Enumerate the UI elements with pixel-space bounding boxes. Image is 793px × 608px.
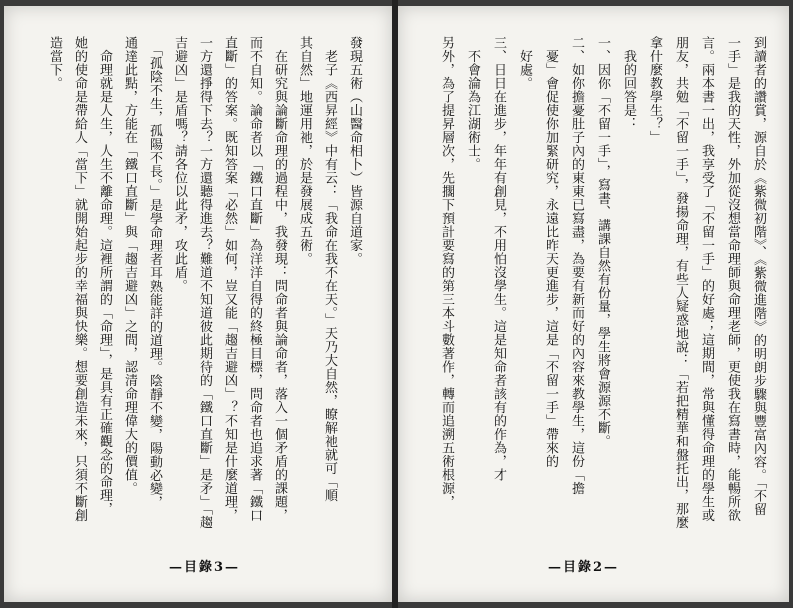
- text-column: 她的使命是帶給人「當下」就開始起步的幸福與快樂。想要創造未來，只須不斷創: [72, 36, 87, 522]
- text-column: 造當下。: [47, 36, 62, 90]
- text-column: 發現五術（山醫命相卜）皆源自道家。: [347, 36, 362, 266]
- text-column: 好處。: [517, 36, 532, 90]
- text-column: 「孤陰不生，孤陽不長。」是學命理者耳熟能詳的道理。陰靜不變，陽動必變，: [147, 36, 162, 509]
- text-column: 老子《西昇經》中有云：「我命在我不在天。」天乃大自然，瞭解祂就可「順: [322, 36, 337, 502]
- text-column: 到讀者的讚賞，源自於《紫微初階》、《紫微進階》的明朗步驟與豐富內容。「不留: [751, 36, 766, 516]
- left-page-footer: —目錄3—: [169, 560, 241, 575]
- text-column: 而不自知。論命者以「鐵口直斷」為洋洋自得的終極目標，問命者也追求著「鐵口: [247, 36, 262, 522]
- text-column: 其自然」地運用祂，於是發展成五術。: [297, 36, 312, 266]
- text-column: 在研究與論斷命理的過程中，我發現：問命者與論命者，落入一個矛盾的課題，: [272, 36, 287, 522]
- text-column: 朋友，共勉「不留一手」，發揚命理，有些人疑惑地說：「若把精華和盤托出，那麼: [673, 36, 688, 529]
- text-column: 另外，為了提昇層次，先擱下預計要寫的第三本斗數著作，轉而追溯五術根源，: [439, 36, 454, 509]
- text-column: 一、因你「不留一手」，寫書、講課自然有份量，學生將會源源不斷。: [595, 36, 610, 448]
- left-page: [4, 6, 392, 602]
- text-column: 不會淪為江湖術士。: [465, 36, 480, 171]
- text-column: 吉避凶」是盾嗎？請各位以此矛，攻此盾。: [172, 36, 187, 293]
- text-column: 三、日日在進步，年年有創見，不用怕沒學生。這是知命者該有的作為，才: [491, 36, 506, 482]
- text-column: 一方還掙得下去？一方還聽得進去？難道不知道彼此期待的「鐵口直斷」是矛」「趨: [197, 36, 212, 529]
- text-column: 命理就是人生，人生不離命理。這裡所謂的「命理」，是具有正確觀念的命理，: [97, 36, 112, 516]
- right-page: [398, 6, 789, 602]
- text-column: 直斷」的答案。既知答案「必然」如何，豈又能「趨吉避凶」？不知是什麼道理，: [222, 36, 237, 522]
- text-column: 通達此點，方能在「鐵口直斷」與「趨吉避凶」之間，認清命理偉大的價值。: [122, 36, 137, 495]
- text-column: 一手」是我的天性，外加從沒想當命理師與命理老師，更使我在寫書時，能暢所欲: [725, 36, 740, 522]
- right-page-footer: —目錄2—: [548, 560, 620, 575]
- text-column: 憂」會促使你加緊研究，永遠比昨天更進步，這是「不留一手」帶來的: [543, 36, 558, 468]
- text-column: 我的回答是：: [621, 36, 636, 131]
- text-column: 二、如你擔憂肚子內的東東已寫盡，為要有新而好的內容來教學生，這份「擔: [569, 36, 584, 495]
- text-column: 言。兩本書一出，我享受了「不留一手」的好處；這期間，常與懂得命理的學生或: [699, 36, 714, 522]
- text-column: 拿什麼教學生？」: [647, 36, 662, 144]
